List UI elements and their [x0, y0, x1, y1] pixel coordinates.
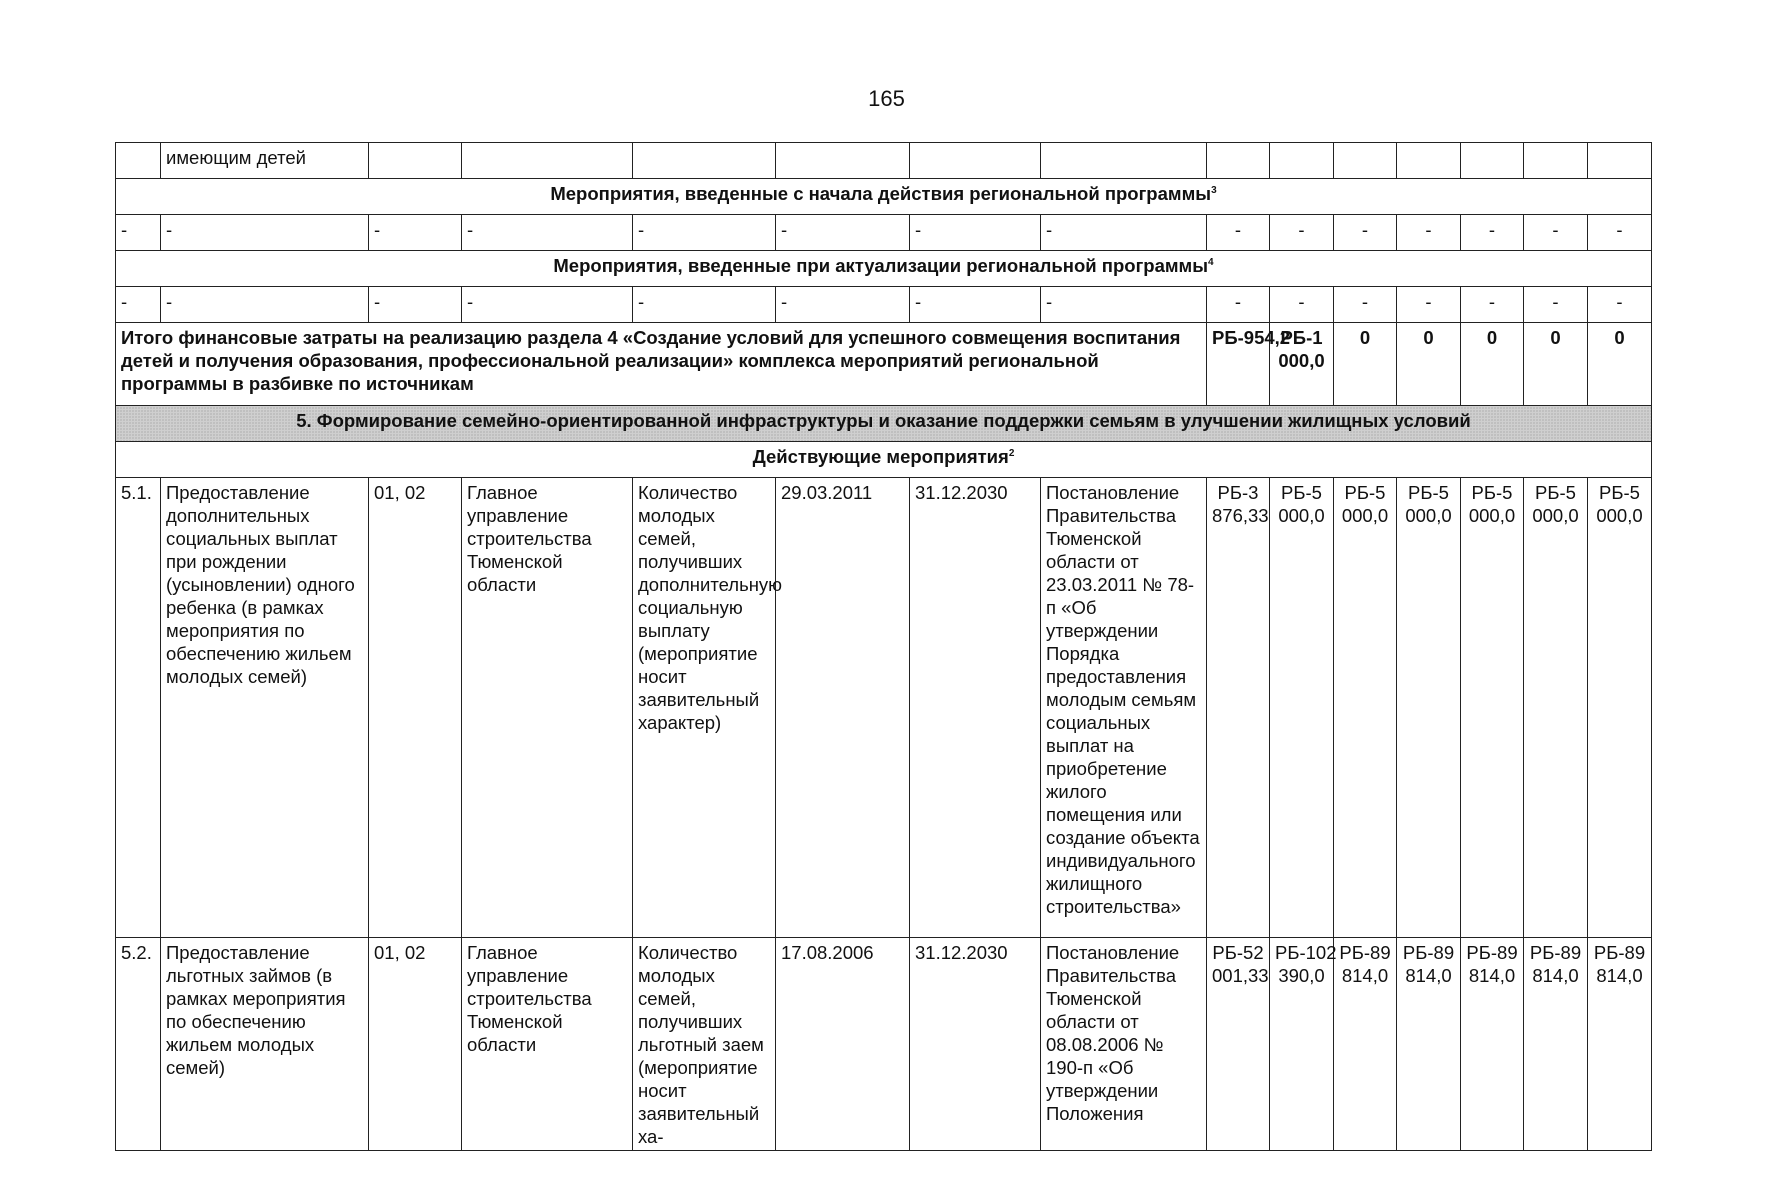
program-table: [115, 142, 1652, 1151]
start-date: 29.03.2011: [776, 478, 910, 938]
codes: 01, 02: [369, 938, 462, 1151]
funding-value: РБ-102 390,0: [1270, 938, 1334, 1151]
funding-value: РБ-5 000,0: [1270, 478, 1334, 938]
funding-value: РБ-89 814,0: [1588, 938, 1652, 1151]
funding-value: РБ-52 001,33: [1207, 938, 1270, 1151]
total-row: [116, 323, 1652, 406]
footnote-ref: 3: [1211, 184, 1217, 196]
funding-value: РБ-89 814,0: [1524, 938, 1588, 1151]
executor: Главное управление строительства Тюменской области: [462, 478, 633, 938]
row-number: 5.1.: [116, 478, 161, 938]
indicator: Количество молодых семей, получивших дополнительную социальную выплату (мероприятие носит заявительный характер): [633, 478, 776, 938]
total-value: 0: [1397, 323, 1461, 406]
subheading-updated-measures: Мероприятия, введенные при актуализации региональной программы$^4$: [116, 251, 1652, 287]
executor: Главное управление строительства Тюменской области: [462, 938, 633, 1151]
funding-value: РБ-3 876,33: [1207, 478, 1270, 938]
start-date: 17.08.2006: [776, 938, 910, 1151]
total-value: 0: [1334, 323, 1397, 406]
table-row-continuation: [116, 143, 1652, 179]
total-value: 0: [1461, 323, 1524, 406]
table-row-empty: - - - - - - - - - - - - - - -: [116, 287, 1652, 323]
subheading-row-updated-measures: [116, 251, 1652, 287]
measure-name: Предоставление льготных займов (в рамках мероприятия по обеспечению жильем молодых семей): [161, 938, 369, 1151]
total-value: 0: [1524, 323, 1588, 406]
end-date: 31.12.2030: [910, 938, 1041, 1151]
total-label: Итого финансовые затраты на реализацию раздела 4 «Создание условий для успешного совмещения воспитания детей и получения образования, профессиональной реализации» комплекса мероприятий региональной программы в разбивке по источникам: [116, 323, 1207, 406]
total-value: РБ-954,2: [1207, 323, 1270, 406]
funding-value: РБ-89 814,0: [1461, 938, 1524, 1151]
subheading-row-current-measures: [116, 442, 1652, 478]
subheading-row-new-measures: [116, 179, 1652, 215]
legal-act: Постановление Правительства Тюменской области от 23.03.2011 № 78-п «Об утверждении Порядка предоставления молодым семьям социальных выплат на приобретение жилого помещения или создание объекта индивидуального жилищного строительства»: [1041, 478, 1207, 938]
funding-value: РБ-5 000,0: [1461, 478, 1524, 938]
legal-act: Постановление Правительства Тюменской области от 08.08.2006 № 190-п «Об утверждении Положения: [1041, 938, 1207, 1151]
end-date: 31.12.2030: [910, 478, 1041, 938]
measure-name: Предоставление дополнительных социальных выплат при рождении (усыновлении) одного ребенка (в рамках мероприятия по обеспечению жильем молодых семей): [161, 478, 369, 938]
funding-value: РБ-5 000,0: [1524, 478, 1588, 938]
total-value: 0: [1588, 323, 1652, 406]
funding-value: РБ-5 000,0: [1397, 478, 1461, 938]
table-row: [116, 478, 1652, 938]
funding-value: РБ-89 814,0: [1334, 938, 1397, 1151]
indicator: Количество молодых семей, получивших льготный заем (мероприятие носит заявительный ха-: [633, 938, 776, 1151]
funding-value: РБ-5 000,0: [1334, 478, 1397, 938]
measure-name-cell: имеющим детей: [161, 143, 369, 179]
total-value: РБ-1 000,0: [1270, 323, 1334, 406]
row-number: 5.2.: [116, 938, 161, 1151]
footnote-ref: 2: [1008, 447, 1015, 459]
footnote-ref: 4: [1208, 256, 1214, 268]
table-row: [116, 938, 1652, 1151]
funding-value: РБ-89 814,0: [1397, 938, 1461, 1151]
funding-value: РБ-5 000,0: [1588, 478, 1652, 938]
subheading-new-measures: Мероприятия, введенные с начала действия региональной программы$^3$: [116, 179, 1652, 215]
section-5-title: 5. Формирование семейно-ориентированной инфраструктуры и оказание поддержки семьям в улучшении жилищных условий: [116, 406, 1652, 442]
subheading-current-measures: Действующие мероприятия$^2$: [116, 442, 1652, 478]
table-row-empty: - - - - - - - - - - - - - - -: [116, 215, 1652, 251]
page-number: 165: [868, 86, 905, 111]
section-header-row: [116, 406, 1652, 442]
codes: 01, 02: [369, 478, 462, 938]
